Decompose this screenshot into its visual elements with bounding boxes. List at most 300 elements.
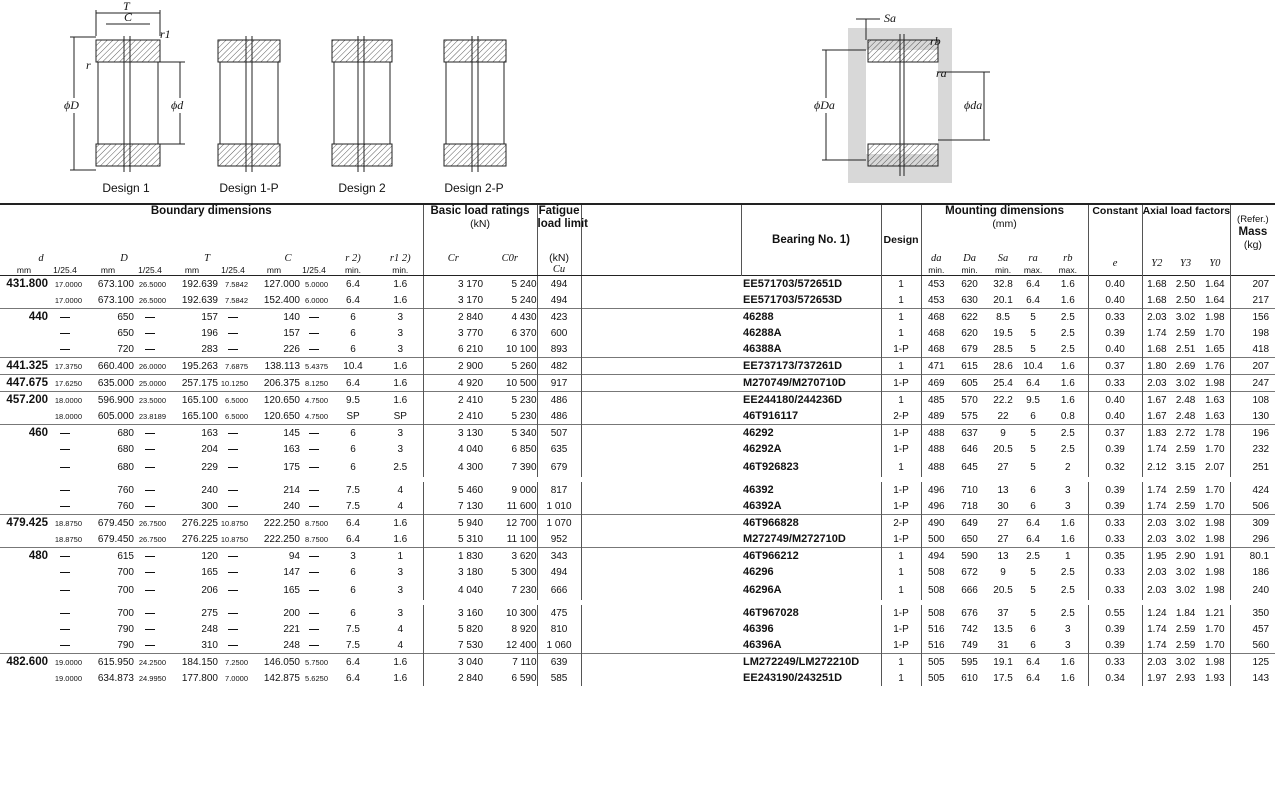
mass-refer: (Refer.) [1237,214,1269,225]
table-row [0,309,1275,326]
cell-c0r: 5 300 [511,566,537,578]
cell-spacer [581,425,741,442]
cell-d: 635.000 [82,375,134,392]
cell-y0: 1.70 [1205,327,1225,339]
cell-rb: 1.6 [1060,278,1075,290]
cell-sa: 13.5 [993,623,1013,635]
cell-c-in: 5.0000 [305,279,328,289]
cell-da: 749 [961,639,978,651]
cell-m: 418 [1230,341,1275,358]
table-row [0,621,1275,637]
cell-da: 468 [921,325,951,341]
cell-d-in: — [60,327,70,339]
cell-des: 2-P [881,408,921,425]
cell-c0r: 7 110 [483,654,537,671]
cell-y2: 1.95 [1142,548,1171,565]
cell-cr: 7 530 [423,637,483,654]
cell-d: 700 [117,584,134,596]
cell-no: EE243190/243251D [743,672,843,684]
design-header: Design [881,204,921,276]
cell-spacer [581,276,741,293]
cell-t-in: — [228,327,238,339]
cell-t-in: 7.0000 [225,673,248,683]
cell-y2: 1.74 [1142,441,1171,457]
cell-da: 505 [921,670,951,686]
cell-t-in: 7.6875 [218,358,248,375]
cell-cu: 486 [537,408,581,425]
cell-rb: 2.5 [1048,309,1088,326]
cell-c: 146.050 [248,654,300,671]
cell-rb: 2.5 [1048,425,1088,442]
cell-y2: 2.03 [1142,309,1171,326]
cell-d: 615 [82,548,134,565]
cell-d [0,325,48,341]
cell-no: 46296 [743,566,774,578]
cell-d-in: 18.8750 [54,534,82,544]
cell-da: 672 [961,566,978,578]
cell-c-in: — [309,327,319,339]
cell-cu: 1 070 [537,515,581,532]
cell-d: 660.400 [82,358,134,375]
cell-sa: 31 [997,639,1009,651]
cell-c: 127.000 [263,278,300,290]
cell-y3: 2.59 [1175,639,1196,651]
cell-y3: 3.02 [1175,533,1196,545]
cell-da: 508 [921,564,951,580]
cell-t: 195.263 [166,358,218,375]
cell-c-in: 4.7500 [305,411,328,421]
cell-c: 222.250 [263,533,300,545]
cell-cu: 585 [537,670,581,686]
cell-y2: 1.74 [1142,498,1171,515]
cell-r1: 3 [397,566,404,578]
cell-c0r: 5 240 [511,278,537,290]
cell-d: 482.600 [0,654,48,671]
cell-d-in: 24.9950 [138,673,166,683]
cell-no: EE571703/572651D [743,278,843,290]
unit-T-mm: mm [166,264,218,276]
cell-des: 1 [881,309,921,326]
cell-cr: 3 180 [423,564,483,580]
cell-da: 488 [921,441,951,457]
cell-rb: 2.5 [1060,607,1075,619]
cell-y3: 3.02 [1171,375,1200,392]
cell-d-in: — [134,548,166,565]
cell-d-in: — [60,639,70,651]
cell-rb: 2.5 [1060,343,1075,355]
cell-c0r: 10 100 [505,343,537,355]
cell-y2: 1.74 [1142,621,1171,637]
cell-y3: 2.59 [1175,443,1196,455]
cell-r: 6 [350,584,356,596]
cell-d [0,670,48,686]
bearing-no-header: Bearing No. 1) [741,204,881,276]
cell-ra: 10.4 [1018,358,1048,375]
table-row [0,605,1275,621]
cell-da: 620 [961,278,978,290]
cell-d [0,605,48,621]
cell-da: 676 [961,607,978,619]
cell-m: 108 [1230,392,1275,409]
unit-da-min: min. [921,264,951,276]
cell-m: 240 [1230,580,1275,600]
cell-t: 192.639 [181,278,218,290]
cell-spacer [581,457,741,477]
cell-sa: 9 [1000,566,1006,578]
cell-t: 165.100 [166,392,218,409]
unit-d-mm: mm [0,264,48,276]
cell-cr: 4 920 [423,375,483,392]
cell-cu: 1 060 [537,637,581,654]
cell-cu: 666 [537,580,581,600]
fatigue-title: Fatigue [538,205,580,217]
cell-d: 460 [0,425,48,442]
cell-r: SP [346,410,360,422]
cell-y2: 1.68 [1142,341,1171,358]
cell-d: 790 [117,639,134,651]
cell-no: 46288A [743,327,782,339]
cell-no: 46292 [741,425,881,442]
cell-e: 0.33 [1088,375,1142,392]
cell-y3: 2.50 [1175,278,1196,290]
cell-m: 196 [1230,425,1275,442]
cell-t: 204 [201,443,218,455]
cell-d-in: 18.8750 [48,515,82,532]
cell-cu: 917 [537,375,581,392]
cell-spacer [581,498,741,515]
cell-c0r: 10 300 [505,607,537,619]
cell-spacer [581,580,741,600]
basic-load-header [423,204,537,252]
cell-y2: 1.97 [1142,670,1171,686]
cell-c-in: 6.0000 [305,295,328,305]
cell-rb: 2.5 [1060,443,1075,455]
cell-c-in: 8.7500 [305,534,328,544]
cell-e: 0.33 [1088,515,1142,532]
cell-ra: 5 [1030,327,1036,339]
cell-da: 490 [921,515,951,532]
cell-t: 257.175 [166,375,218,392]
cell-da: 489 [921,408,951,425]
boundary-dimensions-header: Boundary dimensions [0,204,423,252]
cell-sa: 27 [997,461,1009,473]
cell-c0r: 4 430 [483,309,537,326]
cell-y0: 1.63 [1200,392,1230,409]
cell-t-in: 10.1250 [218,375,248,392]
cell-c: 152.400 [263,294,300,306]
cell-r: 6 [350,566,356,578]
cell-da: 590 [951,548,988,565]
cell-d-in: — [60,584,70,596]
fatigue-title-2: load limit [537,218,589,230]
cell-e: 0.39 [1088,498,1142,515]
cell-y3: 2.48 [1175,410,1196,422]
col-Cu: Cu [537,264,581,276]
mass-title: Mass [1238,226,1268,238]
cell-c: 138.113 [248,358,300,375]
cell-e: 0.39 [1088,621,1142,637]
col-r1: r1 2) [389,253,411,264]
cell-no: M270749/M270710D [741,375,881,392]
cell-d [0,580,48,600]
cell-d-in: — [48,425,82,442]
cell-da: 485 [921,392,951,409]
table-row [0,670,1275,686]
cell-c: 222.250 [248,515,300,532]
cell-r1: 3 [378,309,423,326]
cell-no: 46388A [743,343,782,355]
cell-d-in: 19.0000 [48,654,82,671]
cell-des: 1 [881,457,921,477]
cell-c0r: 12 400 [505,639,537,651]
cell-spacer [581,621,741,637]
cell-ra: 6 [1030,410,1036,422]
cell-y3: 1.84 [1175,607,1196,619]
cell-t: 192.639 [181,294,218,306]
cell-e: 0.32 [1088,457,1142,477]
cell-r: 6 [350,461,356,473]
cell-c: 221 [283,623,300,635]
cell-e: 0.40 [1088,292,1142,309]
cell-da: 516 [921,621,951,637]
cell-d-in: 17.0000 [54,279,82,289]
cell-t-in: — [228,584,238,596]
cell-y3: 2.50 [1175,294,1196,306]
cell-des: 1-P [881,637,921,654]
cell-e: 0.35 [1088,548,1142,565]
cell-sa: 28.5 [993,343,1013,355]
cell-t: 196 [201,327,218,339]
cell-y3: 3.02 [1175,566,1196,578]
cell-da: 710 [961,484,978,496]
cell-e: 0.40 [1088,408,1142,425]
cell-sa: 19.1 [988,654,1018,671]
unit-r1-min: min. [378,264,423,276]
cell-c0r: 5 340 [483,425,537,442]
cell-r1: 3 [397,584,404,596]
symbol-D: ϕD [64,98,79,112]
cell-r: 6 [350,343,356,355]
cell-d-in: — [60,623,70,635]
cell-sa: 30 [997,500,1009,512]
cell-des: 1 [881,654,921,671]
cell-y2: 2.03 [1142,564,1171,580]
cell-y0: 1.98 [1200,654,1230,671]
basic-load-title: Basic load ratings [430,205,530,217]
cell-sa: 20.5 [993,443,1013,455]
unit-r-min: min. [328,264,378,276]
cell-m: 198 [1230,325,1275,341]
spacer-header [581,204,741,252]
cell-y2: 1.68 [1142,276,1171,293]
cell-c-in: — [309,500,319,512]
cell-d: 673.100 [97,278,134,290]
design-1-p-drawing [218,36,280,172]
cell-m: 217 [1230,292,1275,309]
cell-d-in: 19.0000 [54,673,82,683]
cell-t-in: — [228,443,238,455]
cell-no: EE571703/572653D [743,294,843,306]
cell-c: 94 [248,548,300,565]
cell-c-in: — [309,461,319,473]
cell-da: 453 [921,292,951,309]
cell-m: 424 [1230,482,1275,498]
cell-d-in: 26.5000 [138,295,166,305]
cell-cr: 7 130 [423,498,483,515]
cell-r1: 1.6 [393,533,408,545]
symbol-r1: r1 [160,27,171,41]
cell-d: 760 [117,484,134,496]
cell-cu: 893 [537,341,581,358]
cell-rb: 3 [1065,500,1071,512]
cell-des: 1-P [881,441,921,457]
cell-d: 680 [117,461,134,473]
cell-des: 1-P [881,341,921,358]
cell-d-in: — [145,327,155,339]
cell-cr: 4 040 [423,580,483,600]
cell-r1: 1.6 [378,358,423,375]
cell-y2: 2.03 [1142,515,1171,532]
cell-des: 1-P [881,482,921,498]
cell-spacer [581,408,741,425]
unit-C-mm: mm [248,264,300,276]
cell-ra: 5 [1030,443,1036,455]
cell-y0: 1.98 [1200,515,1230,532]
cell-no: 46396 [743,623,774,635]
cell-cu: 810 [537,621,581,637]
cell-y3: 2.59 [1175,500,1196,512]
cell-cu: 482 [537,358,581,375]
cell-ra: 6.4 [1026,672,1040,684]
mounting-unit: (mm) [992,218,1017,230]
col-rb: rb [1063,253,1073,264]
cell-sa: 17.5 [993,672,1013,684]
cell-d-in: — [145,607,155,619]
cell-c: 175 [283,461,300,473]
cell-m: 80.1 [1230,548,1275,565]
cell-m: 207 [1230,276,1275,293]
symbol-ra: ra [936,66,947,80]
cell-no: 46392 [743,484,774,496]
cell-ra: 6.4 [1026,533,1040,545]
cell-y0: 1.70 [1205,484,1225,496]
cell-des: 1 [881,292,921,309]
cell-m: 350 [1230,605,1275,621]
cell-des: 1-P [881,531,921,548]
cell-c: 120.650 [248,392,300,409]
cell-r1: 4 [397,623,404,635]
cell-no: 46292A [743,443,782,455]
cell-r1: 1.6 [393,278,408,290]
cell-y3: 2.59 [1175,623,1196,635]
cell-d: 673.100 [97,294,134,306]
cell-sa: 22 [997,410,1009,422]
cell-m: 130 [1230,408,1275,425]
cell-m: 506 [1230,498,1275,515]
cell-c-in: 5.4375 [300,358,328,375]
cell-spacer [581,564,741,580]
cell-y0: 2.07 [1205,461,1225,473]
cell-e: 0.39 [1088,441,1142,457]
fatigue-header [537,204,589,252]
cell-t: 276.225 [166,515,218,532]
cell-spacer [581,375,741,392]
cell-y3: 2.93 [1175,672,1196,684]
cell-no: 46392A [743,500,782,512]
cell-r1: 1 [378,548,423,565]
cell-d-in: — [145,484,155,496]
cell-d-in: — [145,343,155,355]
cell-sa: 20.5 [993,584,1013,596]
cell-e: 0.33 [1088,531,1142,548]
cell-d: 457.200 [0,392,48,409]
cell-rb: 1.6 [1048,515,1088,532]
cell-c: 165 [283,584,300,596]
cell-sa: 28.6 [988,358,1018,375]
cell-da: 488 [921,425,951,442]
cell-d [0,482,48,498]
cell-cu: 1 010 [537,498,581,515]
cell-d: 634.873 [97,672,134,684]
mounting-title: Mounting dimensions [945,205,1064,217]
cell-y3: 3.02 [1171,309,1200,326]
cell-da: 615 [951,358,988,375]
table-body [0,276,1275,687]
cell-ra: 5 [1030,566,1036,578]
cell-t-in: — [228,607,238,619]
cell-y0: 1.98 [1205,584,1225,596]
cell-e: 0.33 [1088,654,1142,671]
cell-r1: 1.6 [378,654,423,671]
cell-des: 1 [881,564,921,580]
cell-r1: 1.6 [378,515,423,532]
cell-c: 226 [283,343,300,355]
cell-d: 431.800 [6,278,48,290]
cell-cu: 423 [537,309,581,326]
cell-y2: 1.24 [1142,605,1171,621]
cell-d-in: 26.0000 [134,358,166,375]
cell-y0: 1.98 [1205,566,1225,578]
cell-spacer [581,309,741,326]
cell-des: 1-P [881,425,921,442]
cell-c0r: 9 000 [511,484,537,496]
cell-d-in: — [145,443,155,455]
cell-c0r: 11 600 [506,500,537,512]
cell-y2: 2.03 [1142,654,1171,671]
cell-c0r: 5 240 [511,294,537,306]
cell-y2: 1.74 [1142,482,1171,498]
cell-y0: 1.70 [1205,500,1225,512]
cell-d-in: — [134,309,166,326]
cell-c-in: — [300,548,328,565]
cell-c: 214 [283,484,300,496]
cell-r: 7.5 [346,484,360,496]
cell-t-in: — [228,461,238,473]
cell-d: 440 [0,309,48,326]
cell-da: 575 [961,410,978,422]
cell-da: 742 [961,623,978,635]
cell-t-in: — [218,425,248,442]
cell-t: 240 [201,484,218,496]
cell-da: 500 [921,531,951,548]
cell-t: 157 [166,309,218,326]
cell-c0r: 12 700 [483,515,537,532]
cell-d: 700 [117,566,134,578]
basic-load-unit: (kN) [470,218,490,230]
cell-d-in: — [145,639,155,651]
unit-Sa-min: min. [988,264,1018,276]
cell-c: 142.875 [263,672,300,684]
